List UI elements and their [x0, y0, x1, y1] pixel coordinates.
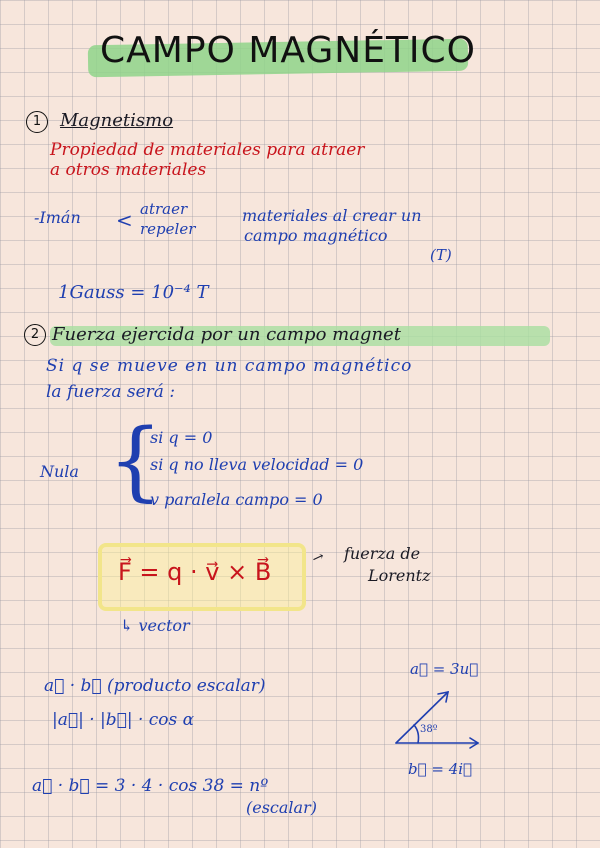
- vector-b-label: b⃗ = 4i⃗: [408, 760, 473, 778]
- definition-line-2: a otros materiales: [50, 160, 207, 180]
- condition-1: si q = 0: [150, 428, 213, 447]
- section-1-number: 1: [26, 111, 48, 133]
- condition-3: v paralela campo = 0: [150, 490, 323, 509]
- dot-product-line-2: |a⃗| · |b⃗| · cos α: [52, 710, 195, 730]
- iman-less-than: <: [116, 208, 133, 232]
- vector-note: ↳ vector: [120, 616, 190, 635]
- lorentz-label-1: fuerza de: [344, 544, 421, 563]
- angle-label: 38º: [420, 724, 438, 735]
- dot-product-line-1: a⃗ · b⃗ (producto escalar): [44, 676, 266, 696]
- gauss-conversion: 1Gauss = 10⁻⁴ T: [58, 282, 209, 303]
- iman-option-attract: atraer: [140, 200, 188, 218]
- definition-line-1: Propiedad de materiales para atraer: [50, 140, 365, 160]
- dot-product-line-4: (escalar): [246, 798, 317, 817]
- iman-description-1: materiales al crear un: [242, 206, 422, 225]
- dot-product-line-3: a⃗ · b⃗ = 3 · 4 · cos 38 = nº: [32, 776, 269, 796]
- section-1-heading: Magnetismo: [60, 110, 174, 131]
- intro-line-2: la fuerza será :: [46, 382, 176, 402]
- iman-description-2: campo magnético: [244, 226, 388, 245]
- iman-label: -Imán: [34, 208, 81, 227]
- nula-label: Nula: [40, 462, 79, 481]
- lorentz-formula: F⃗ = q · v⃗ × B⃗: [118, 558, 272, 586]
- section-2-heading: Fuerza ejercida por un campo magnet: [52, 324, 401, 345]
- page-title: CAMPO MAGNÉTICO: [100, 30, 477, 71]
- vector-a-arrow: [396, 692, 448, 743]
- condition-2: si q no lleva velocidad = 0: [150, 455, 364, 474]
- iman-unit: (T): [430, 246, 452, 264]
- lorentz-arrow-icon: ↗: [309, 548, 327, 568]
- lorentz-label-2: Lorentz: [368, 566, 431, 585]
- angle-arc: [414, 725, 419, 743]
- conditions-brace: {: [108, 411, 163, 511]
- vector-a-label: a⃗ = 3u⃗: [410, 660, 479, 678]
- iman-option-repel: repeler: [140, 220, 196, 238]
- section-2-number: 2: [24, 324, 46, 346]
- intro-line-1: Si q se mueve en un campo magnético: [46, 356, 413, 376]
